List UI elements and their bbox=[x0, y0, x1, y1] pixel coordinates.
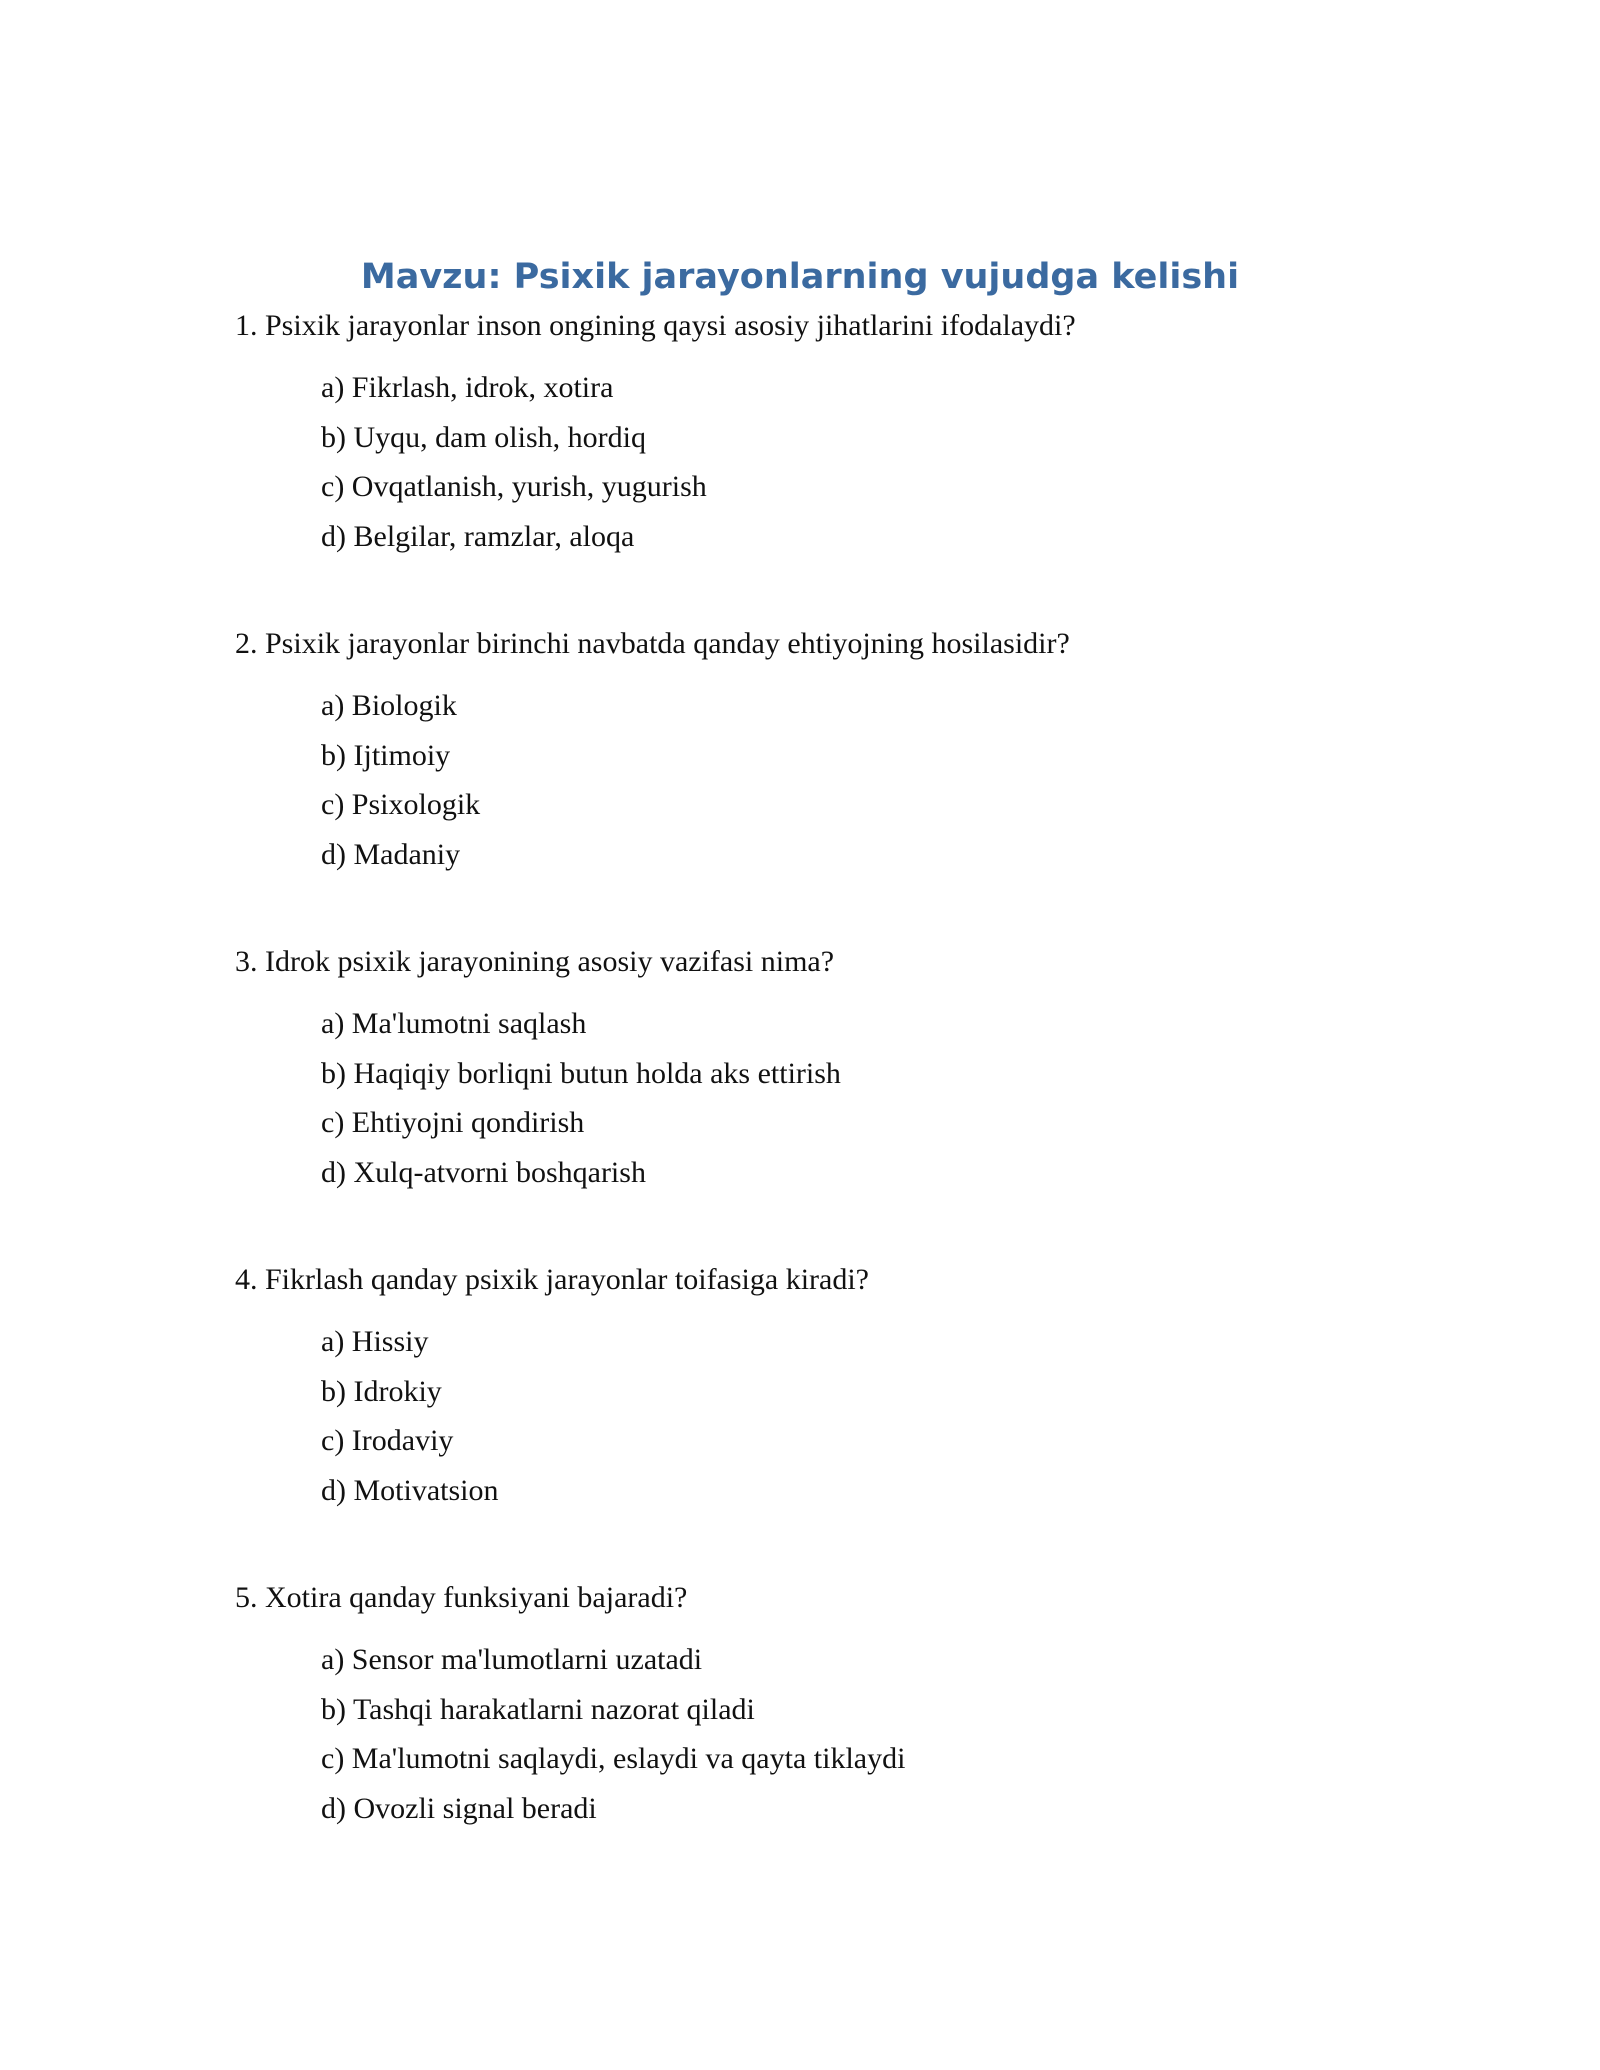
answer-option-a: a) Hissiy bbox=[321, 1325, 429, 1358]
question-3 bbox=[235, 942, 1435, 1197]
answer-options bbox=[235, 1635, 1435, 1833]
answer-option-b: b) Uyqu, dam olish, hordiq bbox=[321, 420, 646, 454]
answer-option-c: c) Irodaviy bbox=[321, 1424, 454, 1457]
answer-option-c: c) Ehtiyojni qondirish bbox=[321, 1106, 585, 1139]
answer-options bbox=[235, 1317, 1435, 1515]
answer-option-b: b) Tashqi harakatlarni nazorat qiladi bbox=[321, 1692, 755, 1726]
question-text: 5. Xotira qanday funksiyani bajaradi? bbox=[235, 1581, 688, 1614]
answer-option-a: a) Sensor ma'lumotlarni uzatadi bbox=[321, 1643, 703, 1676]
answer-option-c: c) Ovqatlanish, yurish, yugurish bbox=[321, 470, 707, 503]
answer-option-c: c) Ma'lumotni saqlaydi, eslaydi va qayta tiklaydi bbox=[321, 1742, 906, 1775]
answer-options bbox=[235, 681, 1435, 879]
answer-option-d: d) Motivatsion bbox=[321, 1473, 499, 1507]
question-1 bbox=[235, 306, 1435, 561]
answer-options bbox=[235, 363, 1435, 561]
answer-option-d: d) Belgilar, ramzlar, aloqa bbox=[321, 519, 635, 553]
answer-option-b: b) Ijtimoiy bbox=[321, 738, 451, 772]
question-text: 2. Psixik jarayonlar birinchi navbatda qanday ehtiyojning hosilasidir? bbox=[235, 627, 1070, 660]
question-list bbox=[235, 306, 1435, 1896]
answer-option-c: c) Psixologik bbox=[321, 788, 481, 821]
question-5 bbox=[235, 1578, 1435, 1833]
question-text: 1. Psixik jarayonlar inson ongining qaysi asosiy jihatlarini ifodalaydi? bbox=[235, 309, 1076, 342]
answer-option-b: b) Haqiqiy borliqni butun holda aks ettirish bbox=[321, 1056, 841, 1090]
question-text: 4. Fikrlash qanday psixik jarayonlar toifasiga kiradi? bbox=[235, 1263, 869, 1296]
question-4 bbox=[235, 1260, 1435, 1515]
answer-options bbox=[235, 999, 1435, 1197]
question-text: 3. Idrok psixik jarayonining asosiy vazifasi nima? bbox=[235, 945, 835, 978]
answer-option-a: a) Biologik bbox=[321, 689, 457, 722]
page-title: Mavzu: Psixik jarayonlarning vujudga kelishi bbox=[360, 257, 1240, 297]
answer-option-a: a) Fikrlash, idrok, xotira bbox=[321, 371, 614, 404]
answer-option-a: a) Ma'lumotni saqlash bbox=[321, 1007, 587, 1040]
answer-option-d: d) Ovozli signal beradi bbox=[321, 1791, 597, 1825]
question-2 bbox=[235, 624, 1435, 879]
answer-option-b: b) Idrokiy bbox=[321, 1374, 442, 1408]
answer-option-d: d) Xulq-atvorni boshqarish bbox=[321, 1155, 646, 1189]
answer-option-d: d) Madaniy bbox=[321, 837, 461, 871]
